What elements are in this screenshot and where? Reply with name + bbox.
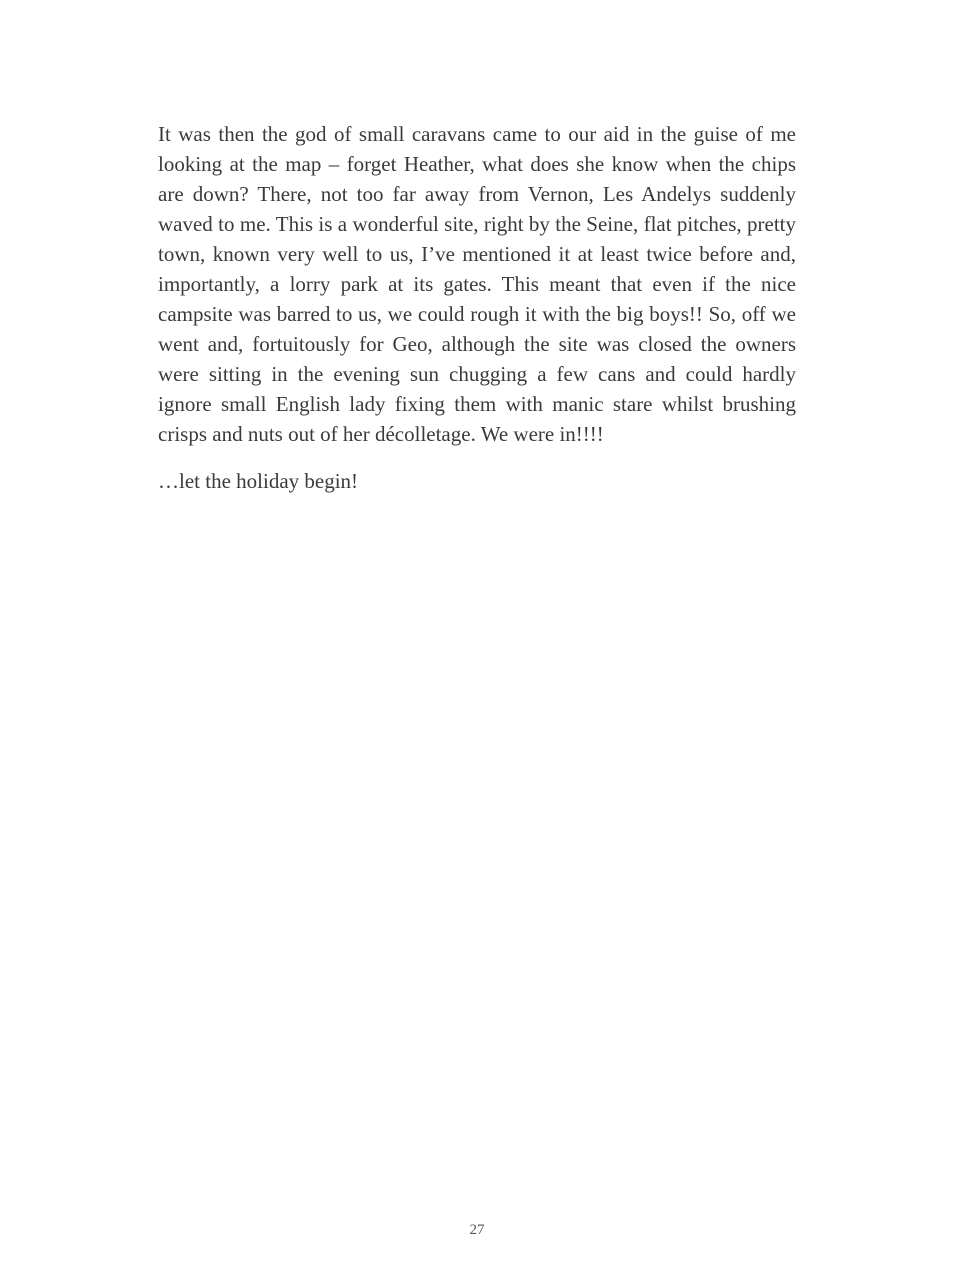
page-number: 27 [469,1222,485,1238]
paragraph: …let the holiday begin! [158,469,359,493]
paragraph: It was then the god of small caravans came to our aid in the guise of me looking at the map – forget Heather, what does she know when the chips are down? There, not too far away from Vernon, Les Andelys suddenly waved to me. This is a wonderful site, right by the Seine, flat pitches, pretty town, known very well to us, I’ve mentioned it at least twice before and, importantly, a lorry park at its gates. This meant that even if the nice campsite was barred to us, we could rough it with the big boys!! So, off we went and, fortuitously for Geo, although the site was closed the owners were sitting in the evening sun chugging a few cans and could hardly ignore small English lady fixing them with manic stare whilst brushing crisps and nuts out of her décolletage. We were in!!!! [158,122,796,446]
body-text [158,119,796,496]
